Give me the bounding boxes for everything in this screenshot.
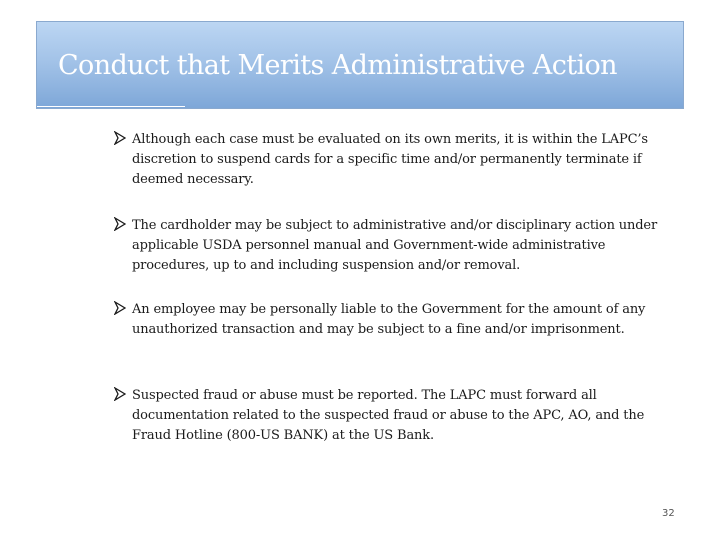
- title-underline: [37, 106, 185, 107]
- bullet-text: Suspected fraud or abuse must be reported. The LAPC must forward all documentation related to the suspected fraud or abuse to the APC, AO, and the Fraud Hotline (800-US BANK) at the US Bank.: [132, 388, 645, 443]
- slide-title: Conduct that Merits Administrative Action: [58, 50, 617, 81]
- bullet-text: Although each case must be evaluated on its own merits, it is within the LAPC’s discretion to suspend cards for a specific time and/or permanently terminate if deemed necessary.: [132, 132, 648, 187]
- page-number: 32: [662, 508, 675, 519]
- arrow-bullet-icon: [114, 131, 126, 145]
- arrow-bullet-icon: [114, 387, 126, 401]
- title-banner: [36, 21, 684, 109]
- arrow-bullet-icon: [114, 217, 126, 231]
- arrow-bullet-icon: [114, 301, 126, 315]
- bullet-text: An employee may be personally liable to the Government for the amount of any unauthorized transaction and may be subject to a fine and/or imprisonment.: [132, 302, 646, 337]
- bullet-text: The cardholder may be subject to administrative and/or disciplinary action under applicable USDA personnel manual and Government-wide administrative procedures, up to and including suspension and/or removal.: [132, 218, 658, 273]
